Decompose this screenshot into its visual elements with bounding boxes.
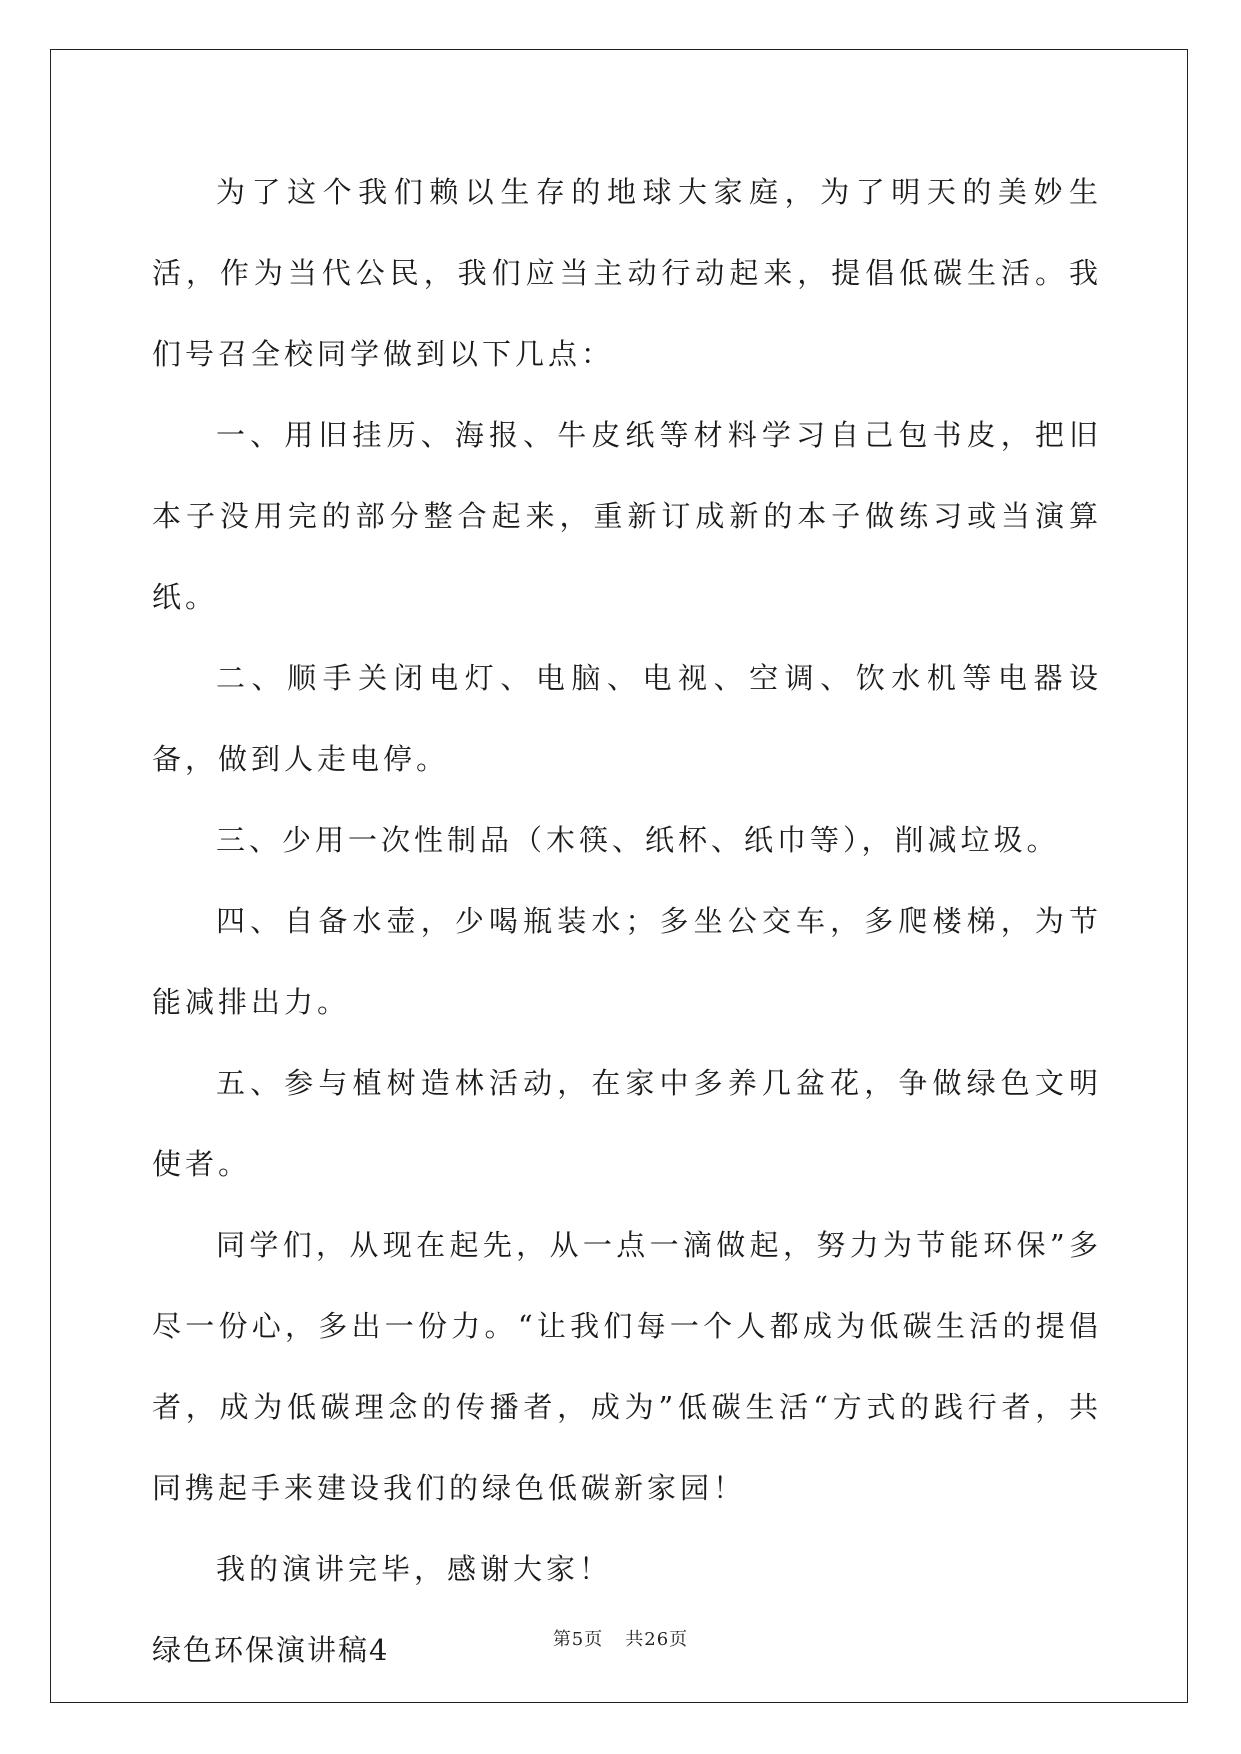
paragraph-point-1: 一、用旧挂历、海报、牛皮纸等材料学习自己包书皮，把旧本子没用完的部分整合起来，重新订成新的本子做练习或当演算纸。	[152, 418, 1102, 614]
paragraph-point-3: 三、少用一次性制品（木筷、纸杯、纸巾等），削减垃圾。	[216, 823, 1060, 857]
document-body	[152, 152, 1102, 1691]
paragraph-point-4: 四、自备水壶，少喝瓶装水；多坐公交车，多爬楼梯，为节能减排出力。	[152, 904, 1102, 1019]
paragraph-intro: 为了这个我们赖以生存的地球大家庭，为了明天的美妙生活，作为当代公民，我们应当主动行动起来，提倡低碳生活。我们号召全校同学做到以下几点：	[152, 175, 1102, 371]
page-number-total: 共26页	[625, 1629, 689, 1650]
section-heading: 绿色环保演讲稿4	[152, 1633, 390, 1667]
paragraph-point-5: 五、参与植树造林活动，在家中多养几盆花，争做绿色文明使者。	[152, 1066, 1102, 1181]
paragraph-closing: 我的演讲完毕，感谢大家！	[216, 1552, 613, 1586]
paragraph-point-2: 二、顺手关闭电灯、电脑、电视、空调、饮水机等电器设备，做到人走电停。	[152, 661, 1102, 776]
page-number-current: 第5页	[552, 1629, 604, 1650]
page-footer	[0, 1625, 1241, 1651]
paragraph-call-to-action: 同学们，从现在起先，从一点一滴做起，努力为节能环保”多尽一份心，多出一份力。“让我们每一个人都成为低碳生活的提倡者，成为低碳理念的传播者，成为”低碳生活“方式的践行者，共同携起手来建设我们的绿色低碳新家园！	[152, 1228, 1102, 1505]
